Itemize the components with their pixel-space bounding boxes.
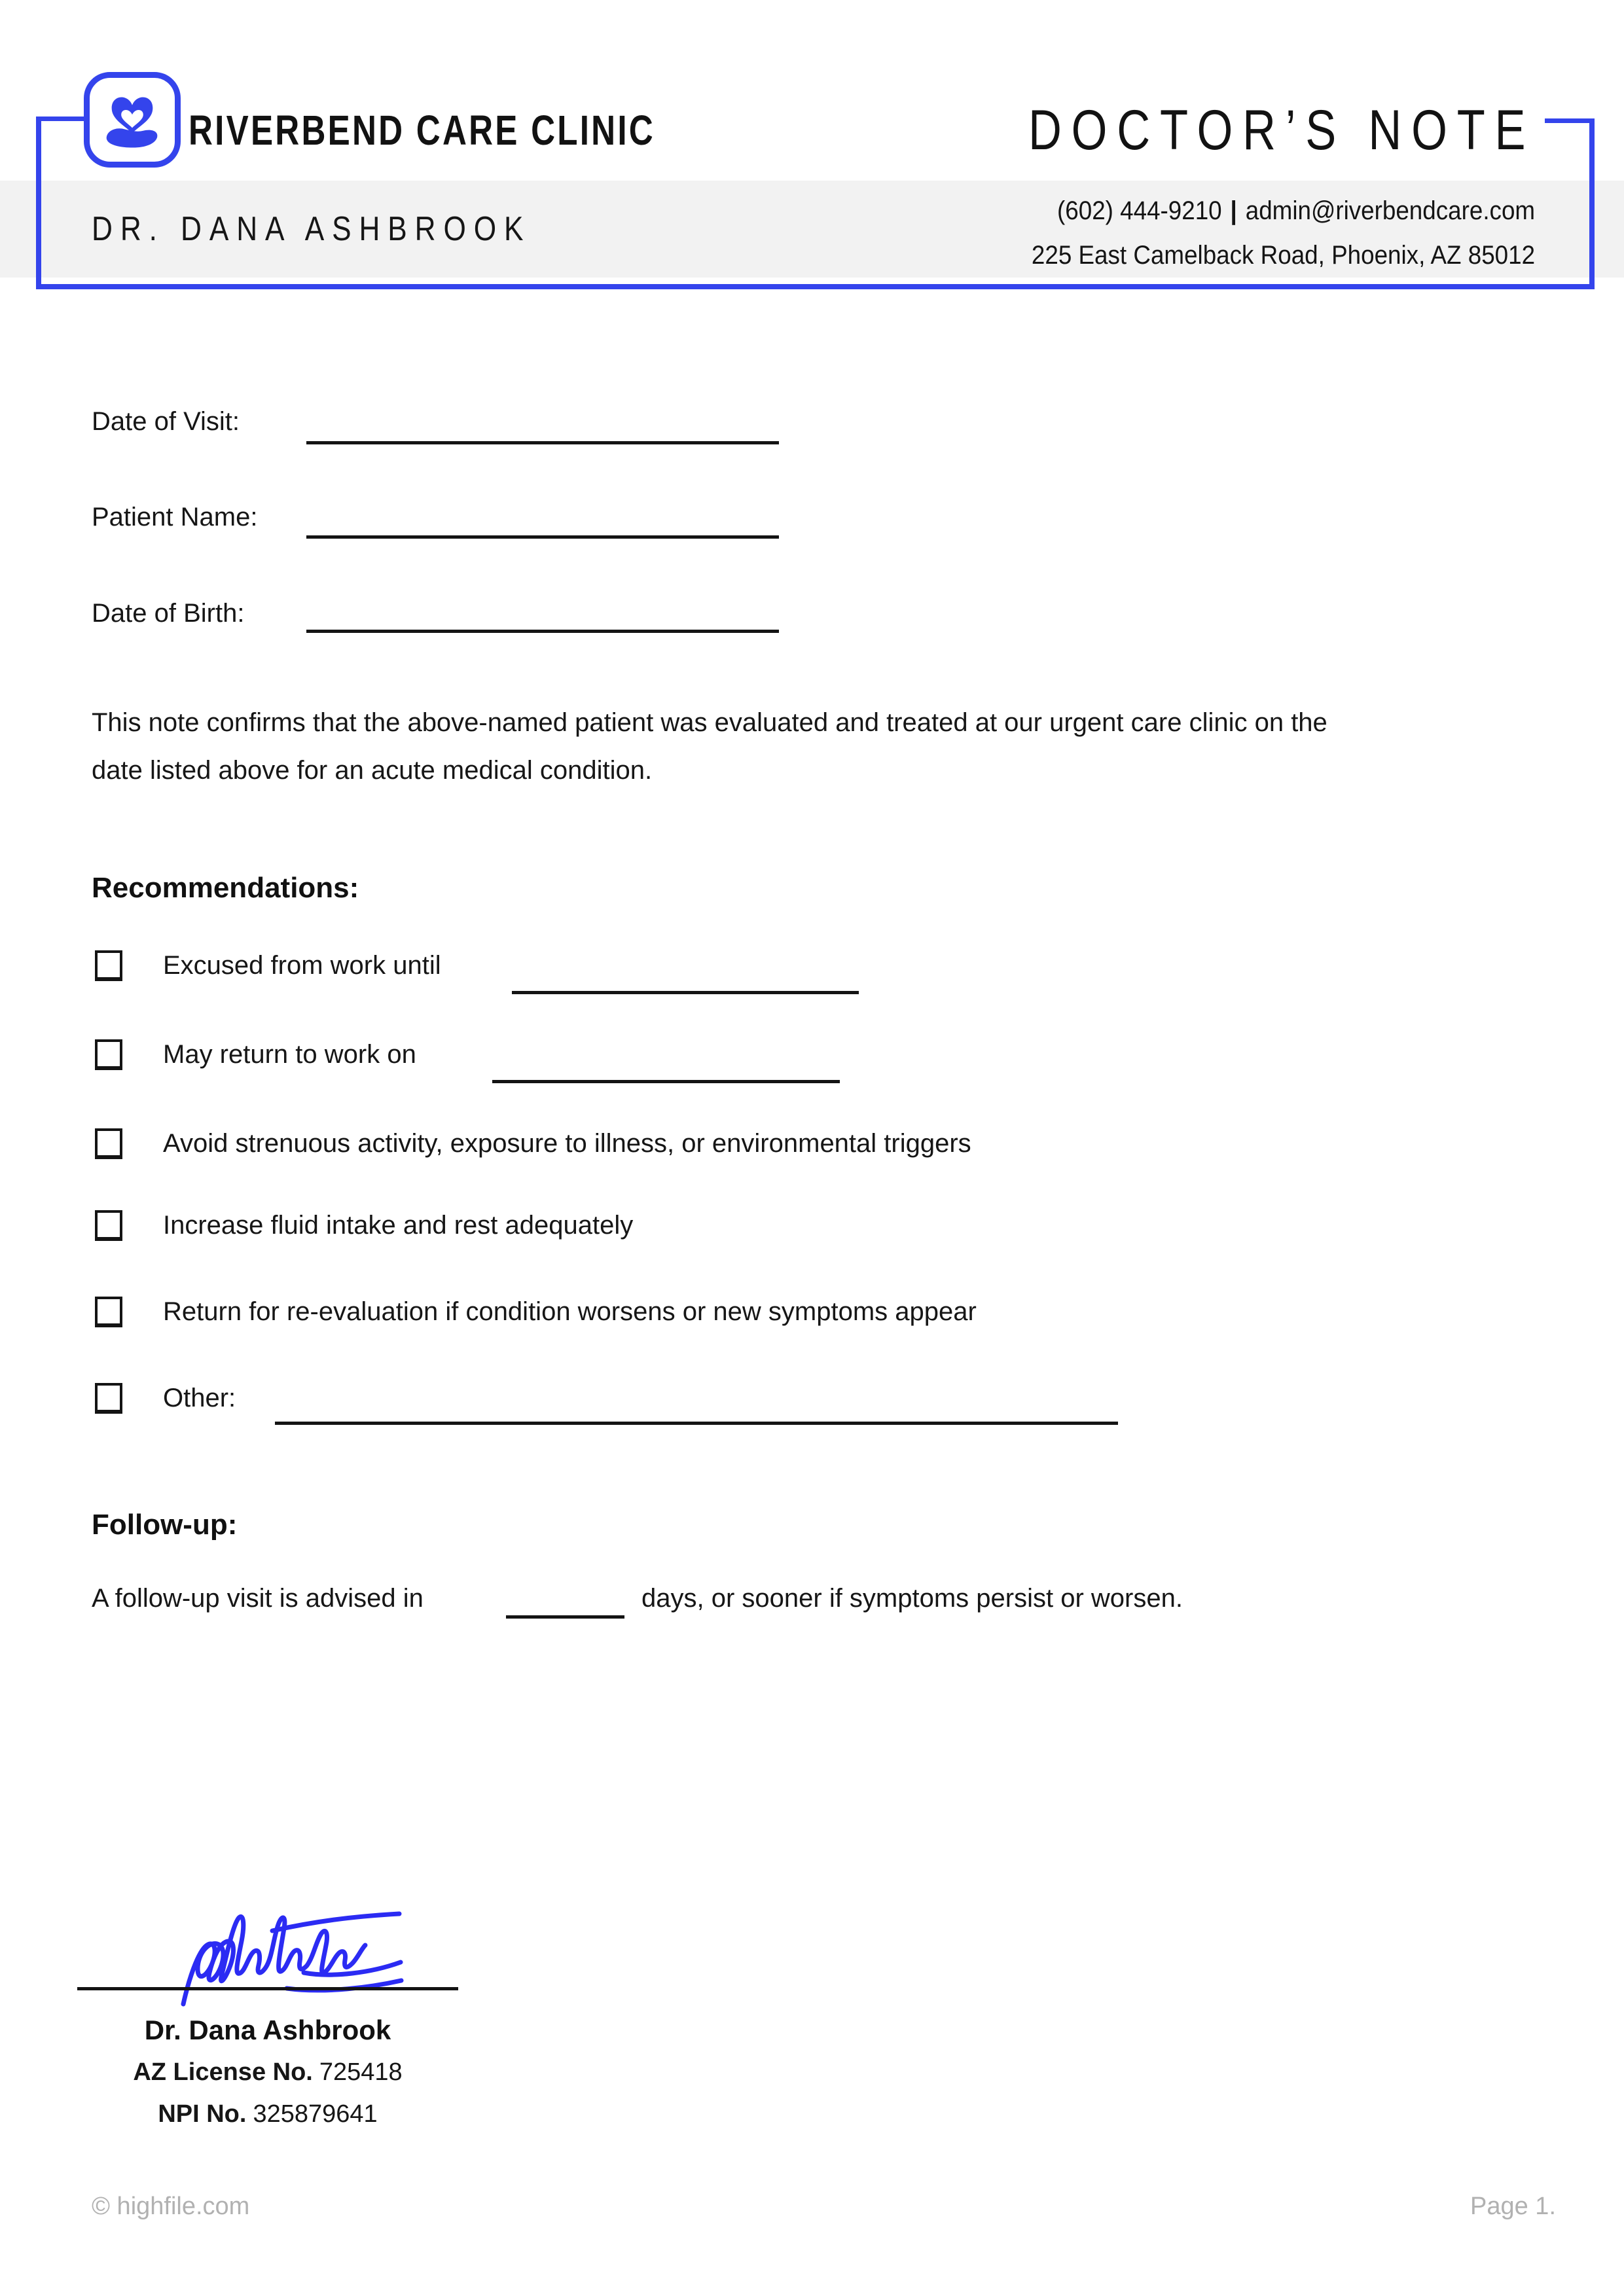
intro-line-2: date listed above for an acute medical condition.: [92, 756, 653, 785]
document-title: DOCTOR’S NOTE: [1028, 99, 1535, 162]
contact-separator: |: [1230, 196, 1237, 225]
signature-scribble: [175, 1889, 411, 2010]
excused-until-blank[interactable]: [512, 991, 859, 994]
npi-row: [77, 2093, 458, 2135]
checkbox-avoid-strenuous[interactable]: [95, 1128, 122, 1159]
doctor-name: DR. DANA ASHBROOK: [92, 210, 532, 248]
other-blank[interactable]: [275, 1422, 1118, 1425]
recommendation-row-return: [95, 1039, 416, 1070]
return-on-blank[interactable]: [492, 1080, 840, 1083]
followup-text-before: A follow-up visit is advised in: [92, 1584, 424, 1613]
frame-top-right-segment: [1545, 118, 1595, 123]
checkbox-increase-fluids[interactable]: [95, 1210, 122, 1241]
date-of-birth-label: Date of Birth:: [92, 599, 245, 628]
checkbox-excused-from-work[interactable]: [95, 950, 122, 981]
footer-copyright: © highfile.com: [92, 2193, 250, 2220]
contact-line-phone-email: [1032, 188, 1535, 233]
date-of-visit-blank[interactable]: [306, 441, 779, 444]
recommendations-heading: Recommendations:: [92, 872, 359, 904]
phone-number: (602) 444-9210: [1056, 196, 1222, 225]
frame-right-edge: [1589, 118, 1595, 289]
clinic-name: RIVERBEND CARE CLINIC: [189, 107, 655, 154]
recommendation-label: Excused from work until: [163, 951, 441, 980]
clinic-contact: [1032, 188, 1535, 278]
footer-page-number: Page 1.: [1470, 2193, 1556, 2220]
frame-left-edge: [36, 117, 41, 289]
license-row: [77, 2051, 458, 2093]
date-of-visit-label: Date of Visit:: [92, 407, 240, 436]
npi-value: 325879641: [253, 2100, 378, 2128]
npi-label: NPI No.: [158, 2100, 247, 2128]
recommendation-label: May return to work on: [163, 1040, 416, 1069]
recommendation-label: Return for re-evaluation if condition worsens or new symptoms appear: [163, 1297, 977, 1326]
signature-line[interactable]: [77, 1987, 458, 1990]
recommendation-label: Other:: [163, 1384, 236, 1412]
checkbox-return-reevaluation[interactable]: [95, 1297, 122, 1327]
signer-name: Dr. Dana Ashbrook: [144, 2015, 391, 2045]
intro-line-1: This note confirms that the above-named patient was evaluated and treated at our urgent care clinic on the: [92, 708, 1327, 737]
recommendation-row-avoid: [95, 1128, 971, 1159]
frame-bottom-edge: [36, 284, 1595, 289]
checkbox-may-return[interactable]: [95, 1039, 122, 1070]
followup-days-blank[interactable]: [506, 1615, 624, 1619]
license-label: AZ License No.: [133, 2058, 313, 2086]
patient-name-label: Patient Name:: [92, 503, 258, 531]
intro-paragraph: [92, 699, 1327, 795]
contact-line-address: 225 East Camelback Road, Phoenix, AZ 85012: [1031, 241, 1535, 270]
followup-heading: Follow-up:: [92, 1509, 238, 1541]
date-of-birth-blank[interactable]: [306, 630, 779, 633]
license-value: 725418: [319, 2058, 403, 2086]
recommendation-label: Increase fluid intake and rest adequately: [163, 1211, 634, 1240]
recommendation-label: Avoid strenuous activity, exposure to illness, or environmental triggers: [163, 1129, 971, 1158]
patient-name-blank[interactable]: [306, 535, 779, 539]
heart-in-hand-icon: [96, 83, 169, 156]
recommendation-row-other: [95, 1383, 236, 1414]
signature-block: [77, 2009, 458, 2135]
email-address: admin@riverbendcare.com: [1245, 196, 1535, 225]
frame-top-left-segment: [36, 117, 87, 121]
recommendation-row-reevaluation: [95, 1297, 977, 1327]
checkbox-other[interactable]: [95, 1383, 122, 1414]
clinic-logo: [84, 72, 181, 168]
recommendation-row-fluids: [95, 1210, 633, 1241]
followup-text-after: days, or sooner if symptoms persist or worsen.: [641, 1584, 1183, 1613]
recommendation-row-excused: [95, 950, 441, 981]
